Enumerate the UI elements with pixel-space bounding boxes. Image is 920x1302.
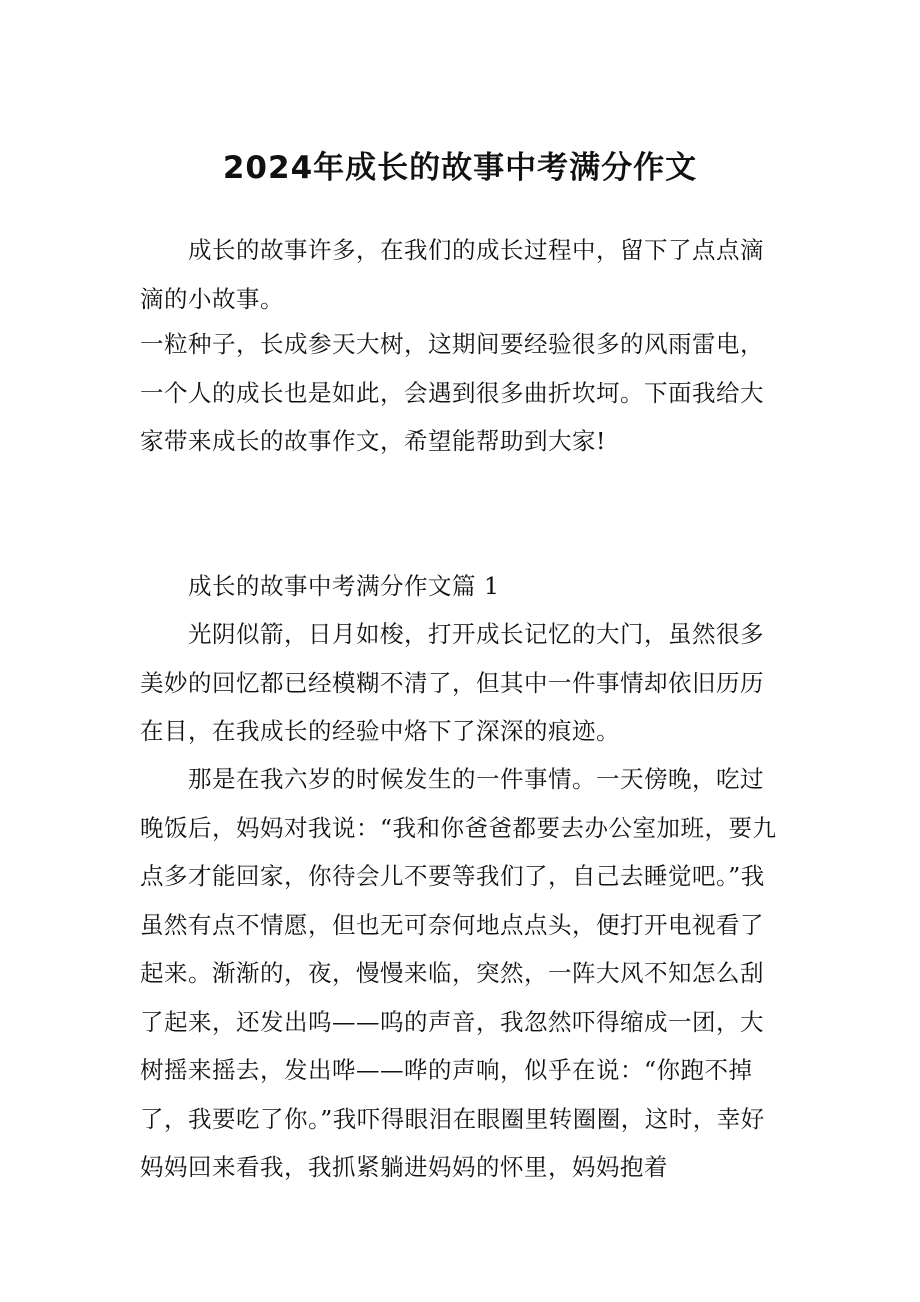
section-heading: 成长的故事中考满分作文篇 1: [188, 572, 500, 600]
story-paragraph: 那是在我六岁的时候发生的一件事情。一天傍晚，吃过晚饭后，妈妈对我说：“我和你爸爸都要去办公室加班，要九点多才能回家，你待会儿不要等我们了，自己去睡觉吧。”我虽然有点不情愿，但也无可奈何地点点头，便打开电视看了起来。渐渐的，夜，慢慢来临，突然，一阵大风不知怎么刮了起来，还发出呜——呜的声音，我忽然吓得缩成一团，大树摇来摇去，发出哗——哗的声响，似乎在说：“你跑不掉了，我要吃了你。”我吓得眼泪在眼圈里转圈圈，这时，幸好妈妈回来看我，我抓紧躺进妈妈的怀里，妈妈抱着: [140, 765, 777, 1181]
intro-paragraph: 成长的故事许多，在我们的成长过程中，留下了点点滴滴的小故事。: [140, 236, 764, 313]
description-paragraph: 一粒种子，长成参天大树，这期间要经验很多的风雨雷电，一个人的成长也是如此，会遇到很多曲折坎坷。下面我给大家带来成长的故事作文，希望能帮助到大家!: [140, 330, 764, 455]
story-paragraph: 光阴似箭，日月如梭，打开成长记忆的大门，虽然很多美妙的回忆都已经模糊不清了，但其中一件事情却依旧历历在目，在我成长的经验中烙下了深深的痕迹。: [140, 620, 764, 745]
document-title: 2024年成长的故事中考满分作文: [222, 150, 698, 186]
